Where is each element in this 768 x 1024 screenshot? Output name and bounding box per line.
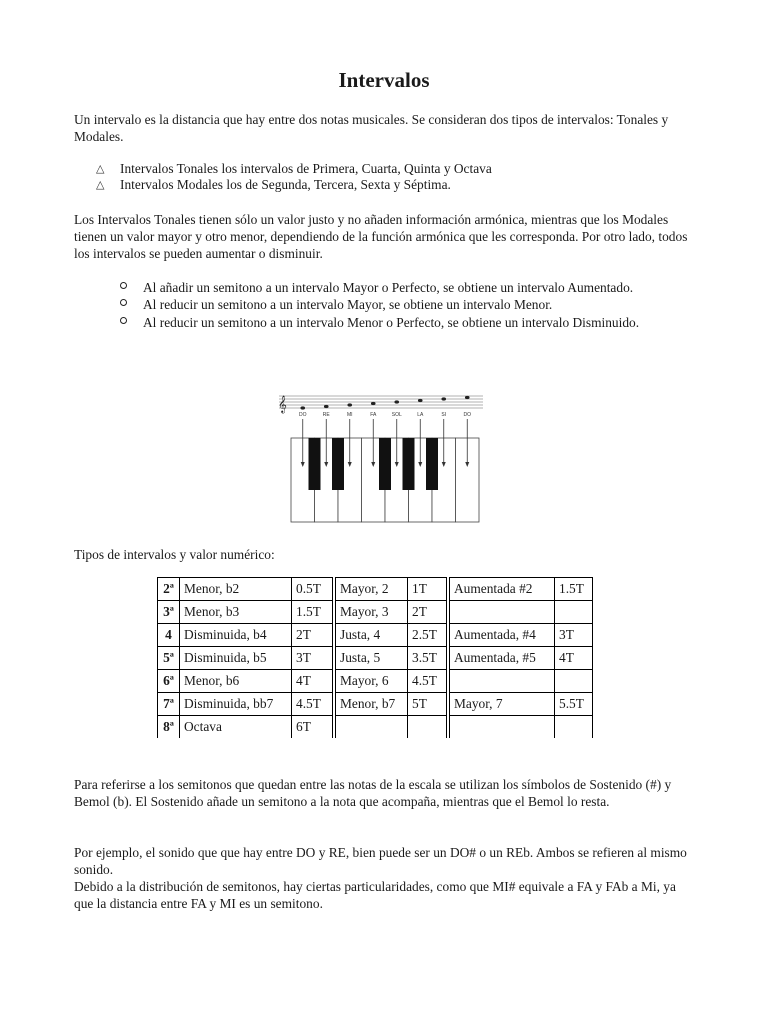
interval-types-list <box>96 161 492 193</box>
note-head <box>465 396 470 399</box>
table-cell: Mayor, 3 <box>336 601 408 624</box>
table-row <box>158 716 593 739</box>
table-cell: 2T <box>292 624 333 647</box>
table-cell: 2.5T <box>408 624 447 647</box>
table-cell: 5T <box>408 693 447 716</box>
table-row <box>158 647 593 670</box>
triangle-bullet-icon: △ <box>96 163 105 175</box>
table-cell <box>555 601 593 624</box>
table-cell: 4T <box>555 647 593 670</box>
note-head <box>418 399 423 402</box>
black-key <box>426 438 438 490</box>
table-cell <box>555 716 593 739</box>
table-cell: 3T <box>555 624 593 647</box>
example-paragraph: Por ejemplo, el sonido que que hay entre DO y RE, bien puede ser un DO# o un REb. Ambos se refieren al mismo sonido. <box>74 845 687 877</box>
degree-cell: 8ª <box>158 716 180 739</box>
table-row <box>158 601 593 624</box>
table-cell: 3.5T <box>408 647 447 670</box>
page-title: Intervalos <box>338 68 430 92</box>
table-cell: 1T <box>408 578 447 601</box>
intervals-table <box>157 577 593 738</box>
table-cell: Aumentada, #4 <box>450 624 555 647</box>
triangle-bullet-icon: △ <box>96 179 105 191</box>
note-head <box>441 397 446 400</box>
black-key <box>403 438 415 490</box>
degree-cell: 4 <box>158 624 180 647</box>
table-cell: Disminuida, b5 <box>180 647 292 670</box>
table-row <box>158 624 593 647</box>
table-cell: Mayor, 2 <box>336 578 408 601</box>
table-cell <box>336 716 408 739</box>
table-cell: Disminuida, b4 <box>180 624 292 647</box>
table-cell: 3T <box>292 647 333 670</box>
table-cell: Aumentada #2 <box>450 578 555 601</box>
note-head <box>394 400 399 403</box>
table-cell <box>450 601 555 624</box>
table-cell: Menor, b3 <box>180 601 292 624</box>
tonal-modal-paragraph: Los Intervalos Tonales tienen sólo un valor justo y no añaden información armónica, mientras que los Modales tienen un valor mayor y otro menor, dependiendo de la función armónica que les corresponda. Por otro lado, todos los intervalos se pueden aumentar o disminuir. <box>74 212 688 261</box>
black-key <box>379 438 391 490</box>
circle-bullet-icon <box>120 317 127 324</box>
circle-bullet-icon <box>120 282 127 289</box>
table-cell: Justa, 4 <box>336 624 408 647</box>
list-item: Al reducir un semitono a un intervalo Menor o Perfecto, se obtiene un intervalo Disminuido. <box>120 314 660 331</box>
table-cell: 0.5T <box>292 578 333 601</box>
table-row <box>158 578 593 601</box>
degree-cell: 5ª <box>158 647 180 670</box>
table-row <box>158 670 593 693</box>
particularities-paragraph: Debido a la distribución de semitonos, hay ciertas particularidades, como que MI# equivale a FA y FAb a Mi, ya que la distancia entre FA y MI es un semitono. <box>74 879 676 911</box>
table-cell: 4.5T <box>408 670 447 693</box>
note-label: DO <box>463 412 471 418</box>
circle-bullet-icon <box>120 299 127 306</box>
note-label: MI <box>346 412 353 418</box>
note-head <box>347 403 352 406</box>
table-cell: Justa, 5 <box>336 647 408 670</box>
degree-cell: 6ª <box>158 670 180 693</box>
list-item: Al reducir un semitono a un intervalo Mayor, se obtiene un intervalo Menor. <box>120 296 660 313</box>
table-cell: Octava <box>180 716 292 739</box>
table-cell: 5.5T <box>555 693 593 716</box>
table-cell: 4T <box>292 670 333 693</box>
note-head <box>324 405 329 408</box>
note-label: FA <box>370 412 377 418</box>
table-cell: Aumentada, #5 <box>450 647 555 670</box>
black-key <box>309 438 321 490</box>
table-cell <box>450 670 555 693</box>
table-cell: 4.5T <box>292 693 333 716</box>
note-head <box>300 406 305 409</box>
list-item: Al añadir un semitono a un intervalo Mayor o Perfecto, se obtiene un intervalo Aumentado. <box>120 279 660 296</box>
table-cell <box>450 716 555 739</box>
list-item: △ Intervalos Modales los de Segunda, Tercera, Sexta y Séptima. <box>96 177 451 192</box>
note-label: LA <box>417 412 424 418</box>
degree-cell: 7ª <box>158 693 180 716</box>
table-cell: Disminuida, bb7 <box>180 693 292 716</box>
table-cell <box>555 670 593 693</box>
note-label: SOL <box>391 412 402 418</box>
degree-cell: 3ª <box>158 601 180 624</box>
table-cell: Menor, b7 <box>336 693 408 716</box>
treble-clef-icon: 𝄞 <box>278 395 287 413</box>
table-cell: 1.5T <box>555 578 593 601</box>
table-cell: Mayor, 6 <box>336 670 408 693</box>
note-head <box>371 402 376 405</box>
table-cell: 1.5T <box>292 601 333 624</box>
table-cell: Mayor, 7 <box>450 693 555 716</box>
list-item: △ Intervalos Tonales los intervalos de Primera, Cuarta, Quinta y Octava <box>96 161 492 176</box>
table-cell: 2T <box>408 601 447 624</box>
note-label: SI <box>441 412 447 418</box>
table-caption: Tipos de intervalos y valor numérico: <box>74 547 275 562</box>
black-key <box>332 438 344 490</box>
intro-paragraph: Un intervalo es la distancia que hay entre dos notas musicales. Se consideran dos tipos de intervalos: Tonales y Modales. <box>74 112 669 144</box>
degree-cell: 2ª <box>158 578 180 601</box>
note-label: DO <box>299 412 307 418</box>
semitone-rules-list <box>120 279 660 331</box>
table-row <box>158 693 593 716</box>
table-cell: 6T <box>292 716 333 739</box>
sharp-flat-paragraph: Para referirse a los semitonos que quedan entre las notas de la escala se utilizan los símbolos de Sostenido (#) y Bemol (b). El Sostenido añade un semitono a la nota que acompaña, mientras que el Bemol lo resta. <box>74 777 672 809</box>
table-cell <box>408 716 447 739</box>
music-staff <box>278 395 483 413</box>
table-cell: Menor, b6 <box>180 670 292 693</box>
piano-keyboard-figure <box>277 392 487 526</box>
note-label: RE <box>322 412 330 418</box>
table-cell: Menor, b2 <box>180 578 292 601</box>
